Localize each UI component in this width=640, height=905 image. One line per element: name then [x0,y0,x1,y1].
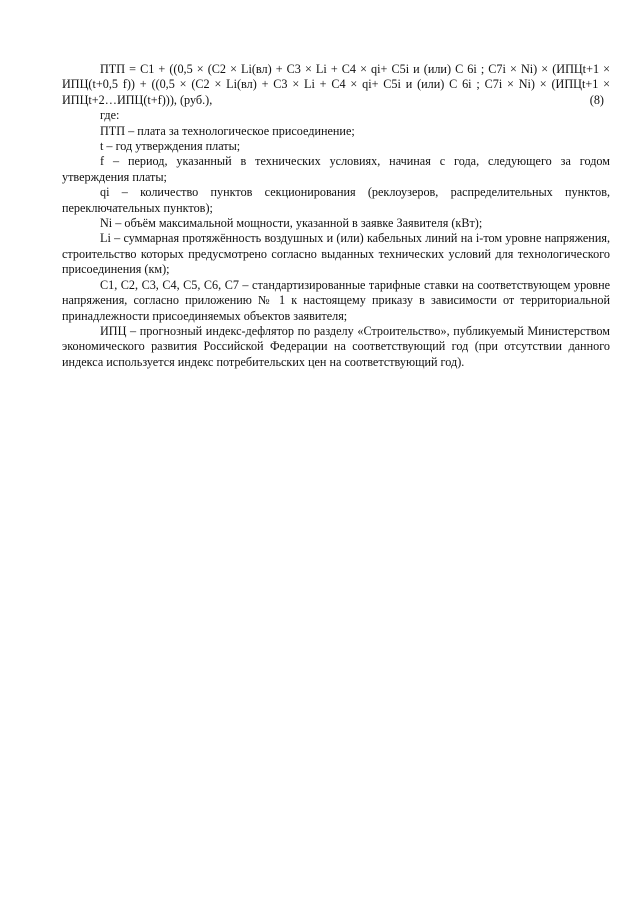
formula-text-1: ПТП = С1 + ((0,5 × (С2 × Li(вл) + С3 × Li + С4 × qi+ С5i и (или) С 6i ; С7i × Ni) × (ИПЦt+1 × [100,62,610,76]
formula-text-2: ИПЦ(t+0,5 f)) + ((0,5 × (С2 × Li(вл) + С3 × Li + С4 × qi+ С5i и (или) С 6i ; С7i × Ni) × (ИПЦt+1 × [62,77,610,92]
formula-text-3: ИПЦt+2…ИПЦ(t+f))), (руб.), [62,92,213,107]
definition-q: qi – количество пунктов секционирования (реклоузеров, распределительных пунктов, переключательных пунктов); [62,185,610,215]
definition-rates: С1, С2, С3, С4, С5, С6, С7 – стандартизированные тарифные ставки на соответствующем уровне напряжения, согласно приложению № 1 к настоящему приказу в зависимости от территориальной принадлежности присоединяемых объектов заявителя; [62,277,610,323]
where-label: где: [100,108,120,123]
formula-line-2 [62,77,610,92]
definition-n: Ni – объём максимальной мощности, указанной в заявке Заявителя (кВт); [100,216,483,231]
formula-line-3 [62,93,610,108]
document-body [62,62,610,370]
definition-f: f – период, указанный в технических условиях, начиная с года, следующего за годом утверждения платы; [62,154,610,184]
definition-ptp: ПТП – плата за технологическое присоединение; [100,123,355,138]
definition-l: Li – суммарная протяжённость воздушных и (или) кабельных линий на i-том уровне напряжения, строительство которых предусмотрено согласно выданных технических условий для технологического присоединения (км); [62,231,610,277]
formula-line-1 [62,62,610,77]
equation-number: (8) [589,92,604,107]
definition-ipc: ИПЦ – прогнозный индекс-дефлятор по разделу «Строительство», публикуемый Министерством экономического развития Российской Федерации на соответствующий год (при отсутствии данного индекса используется индекс потребительских цен на соответствующий год). [62,323,610,369]
definition-t: t – год утверждения платы; [100,139,241,154]
